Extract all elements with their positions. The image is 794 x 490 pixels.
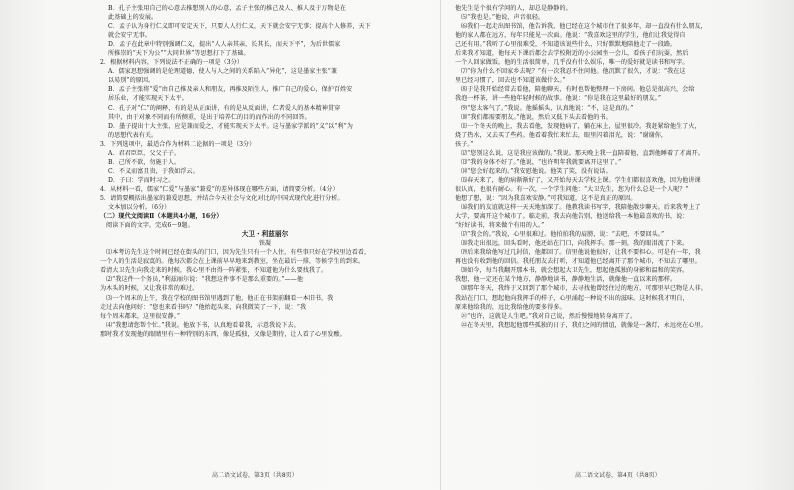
right-column-line: “好好读书，将来做个有用的人。” [455,222,545,230]
left-column-line: 大卫・利兹丽尔 [241,230,289,239]
right-column-line: 大学，要离开这个城市了。临走前，我去向他告别，他送给我一本他最喜欢的书，说： [455,213,689,221]
right-column-line: 我想，他一定还在某个地方，静静地读书，静静地生活，就像他一直以来的那样。 [455,276,677,284]
left-column-line: D．子曰：学而时习之。 [108,176,175,184]
left-column-line: ⑴本考访先生这个时间已经在街头的门口，因为先生只有一个人住，有些事只好在学校里边看看， [106,249,371,257]
right-column-line: ⑼“您太客气了。”我说。他摇摇头，认真地说：“不，这是真的。” [461,104,634,112]
right-column-line: 孩子。” [455,140,474,148]
right-column-line: ㉑“也许，这就是人生吧。”我对自己说，然后慢慢地转身离开了。 [461,312,637,320]
left-column-line: 走过去向他问好：“您也来看书吗？”他抬起头来，向我微笑了一下，说：“我 [100,303,307,311]
right-column-line: ⒇如今，每当我翻开那本书，就会想起大卫先生，想起他孤独的身影和温和的笑容。 [461,267,689,275]
right-column-line: 后来我才知道，他每天下课后都会去学校附近的小公园坐一会儿，看孩子们玩耍，然后 [455,50,689,58]
page-fold [440,0,441,490]
left-column-line: D．墨子提出十大主张，应是兼而爱之，才能实现天下太平。这与墨家学派的“义”以“利”为 [108,122,353,130]
right-column-line: ⑹我们一起走出图书馆，他告诉我，他已经在这个城市住了很多年，却一直没有什么朋友， [461,23,707,31]
left-column-line: D．孟子在此章中特别强调仁义，提出“人人亲其亲，长其长，而天下平”，为后世儒家 [108,41,341,49]
right-column-line: ㉒在冬天里，我想起他那些孤独的日子，我们之间的情谊，就像是一盏灯，永远亮在心里。 [461,321,707,329]
left-column-line: 4．从材料一看，儒家“仁爱”与墨家“兼爱”的差异体现在哪些方面，请简要分析。（4分） [100,185,339,193]
right-column-line: ⒂春天来了，他的病渐渐好了，又开始每天去学校上课。学生们都很喜欢他，因为他讲课 [461,176,701,184]
left-column-line: 3．下列选项中，最适合作为材料二论据的一项是（3分） [100,140,256,148]
right-column-line: 他想了想，说：“因为我喜欢安静。”可我知道，这不是真正的原因。 [455,194,637,202]
right-column-line: 我站在门口，想起他向我挥手的样子，心里涌起一种说不出的滋味。这时候我才明白， [455,294,689,302]
left-column-line: 那时我才发现他的眼睛里有一种特别的东西，像是孤独，又像是期待，让人看了心里发酸。 [100,330,346,338]
right-column-line: 我泡一杯茶，讲一些他年轻时候的故事。他说：“你是我在这里最好的朋友。” [455,95,662,103]
right-column-line: ⒄“我会的。”我说，心里很难过。他拍拍我的肩膀，说：“去吧，不要回头。” [461,231,665,239]
left-column-line: ⑶一个周末的上午，我在学校的图书馆里遇到了他，他正在书架前翻看一本旧书，我 [106,294,334,302]
left-column-line: 为木头的时候，又让我非常的难过。 [100,285,199,293]
left-column-line: ⑷“我想请您帮个忙。”我说。他放下书，认真地看着我，示意我说下去。 [106,321,300,329]
right-column-line: ⑺“你为什么不回家乡去呢？”有一次我忍不住问他。他沉默了很久，才说：“我在这 [461,68,686,76]
right-column-line: ⒅我走出很远，回头看时，他还站在门口，向我挥手。那一刻，我的眼泪流了下来。 [461,240,689,248]
right-column-line: 里已经习惯了，回去也不知道该做什么。” [455,77,566,85]
right-column-line: 他先生是个很有学问的人，却总是静静的。 [455,5,572,12]
right-column-line: ⑽“我们都需要朋友。”他说，然后又低下头去看他的书。 [461,113,612,121]
right-column-line: ⒆后来我给他写过几封信，他都回了。信里他说他很好，让我不要担心。可是有一年，我 [461,249,701,257]
right-column-line: 很认真，也很有耐心。有一次，一个学生问他：“大卫先生，您为什么总是一个人呢？” [455,185,689,193]
right-column-line: 他的家人都在远方，每年只能见一次面。他说：“我喜欢这里的学生，他们让我觉得自 [455,32,686,40]
left-column-line: 以易别”的原因。 [108,77,155,85]
left-column-line: 居乐业，才能实现天下太平。 [108,95,188,103]
right-column-line: 一个人回家做饭。他的生活很简单，几乎没有什么娱乐，唯一的爱好就是读书和写字。 [455,59,689,67]
left-column-line: ⑵“我这件一个务员，”利兹丽尔说：“我想这件事不是那么重要的。”——他 [106,276,304,284]
left-column-line: 2．根据材料内容，下列说法不正确的一项是（3分） [100,59,244,67]
left-column-line: A．儒家思想强调的是伦理道德，使人与人之间的关系陷入“异化”，这是墨家主张“兼 [108,68,337,76]
right-column-line: ⑸“我也是。”他说，声音很轻。 [461,14,545,22]
left-column-line: 其中，由于对象不同而有所侧重，是出于培养仁的目的而作出的不同回答。 [108,113,311,121]
right-column-line: 己还有用。”我听了心里很难受，不知道该说些什么，只好默默地陪他走了一段路。 [455,41,677,49]
left-column-line: B．己所不欲，勿施于人。 [108,158,181,166]
left-column-line: 5．请简要概括出墨家的兼爱思想，并结合今天社会与文化对比的中国式现代化进行分析。 [100,194,344,202]
left-column-line: 文本加以分析。（6分） [108,204,171,212]
right-column-line: ⑻于是我开始经常去看他，陪他聊天，有时也帮他整理一下房间。他总是很高兴，会给 [461,86,695,94]
left-column-line: 阅读下面的文字，完成6～9题。 [106,222,194,230]
left-column-line: C．孔子对“仁”的阐释，有的是从正面讲，有的是从反面讲，仁者爱人的基本精神贯穿 [108,104,341,112]
left-column-line: B．孔子主张用自己的心意去推想别人的心意，孟子主张的推己及人、推人及于万物是在 [108,5,346,12]
left-column-line: C．孟子认为身行仁义即可安定天下，只要人人行仁义，天下就会安宁无事；提高个人修养，天下 [108,23,371,31]
left-column-line: 就会安宁无事。 [108,32,152,40]
right-column-line: ⒃我们的友谊就这样一天天地加深了。他教我读书写字，我陪他散步聊天。后来我考上了 [461,204,701,212]
right-column-line: ⒁“您会好起来的。”我安慰他说。他笑了笑，没有说话。 [461,167,612,175]
left-column-line: 此基础上的发展。 [108,14,158,22]
left-column-line: 每个周末都来，这里很安静。” [100,312,180,320]
left-column-line: 看清大卫先生向我走来的时候，我心里不由得一阵紧张，不知道他为什么要找我了。 [100,267,328,275]
footer-page-3: 高二语文试卷，第3页（共8页） [212,472,298,479]
left-column-line: 所推崇的“天下为公”“大同世界”等思想打下了基础。 [108,50,250,58]
footer-page-4: 高二语文试卷，第4页（共8页） [575,472,661,479]
right-column-line: ⑾一个冬天的晚上，我去看他，发现他病了，躺在床上，屋里很冷。我赶紧给他生了火， [461,122,701,130]
right-page-column [455,4,785,330]
left-column-line: A．君君臣臣，父父子子。 [108,149,181,157]
right-column-line: ⑿“您别这么说，这是我应该做的。”我说。那天晚上我一直陪着他，直到他睡着了才离开。 [461,149,704,157]
right-column-line: ⒀“我的身体不好了。”他说，“也许明年我就要离开这里了。” [461,158,622,166]
left-column-line: 铁凝 [258,240,272,248]
left-column-line: B．孟子主张将“爱”由自己推及亲人和朋友，再推及陌生人，推广自己的爱心，保护百姓安 [108,86,353,94]
right-column-line: 再也没有收到他的回信。我托朋友去打听，才知道他已经离开了那个城市，不知去了哪里。 [455,258,701,266]
left-column-line: 的思想代表有关。 [108,131,158,139]
right-column-line: 原来他给我的，远比我给他的要多得多。 [455,303,566,311]
left-column-line: C．不义而富且贵，于我如浮云。 [108,167,199,175]
left-column-line: （二）现代文阅读Ⅱ（本题共4小题，16分） [100,213,223,221]
left-column-line: 一个人的生活是寂寞的。他每次都会在上课前早早地来到教室，坐在最后一排，等候学生的到来。 [100,258,365,266]
right-column-line: 烧了热水，又去买了些药。他看着我忙来忙去，眼里闪着泪光，说：“谢谢你， [455,131,668,139]
right-column-line: ⒇那年冬天，我终于又回到了那个城市，去寻找他曾经住过的地方，可那里早已物是人非。 [461,285,707,293]
left-page-column [100,4,430,339]
